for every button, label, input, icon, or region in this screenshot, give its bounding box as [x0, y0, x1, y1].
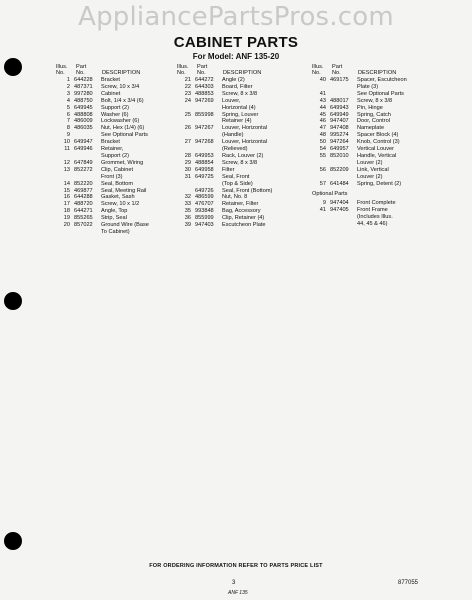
binder-hole: [4, 532, 22, 550]
illus-number: 46: [319, 118, 326, 125]
illus-number: 21: [184, 77, 191, 83]
part-number: 469175: [330, 77, 349, 83]
watermark: AppliancePartsPros.com: [78, 2, 394, 32]
ordering-footer: FOR ORDERING INFORMATION REFER TO PARTS PRICE LIST: [149, 563, 323, 569]
model-subtitle: For Model: ANF 135-20: [192, 52, 280, 61]
part-row: [312, 181, 452, 188]
part-description: Angle, Top: [101, 208, 128, 215]
part-number: 855999: [195, 215, 214, 222]
part-row: [56, 167, 176, 181]
part-number: [330, 91, 357, 98]
part-row: [56, 112, 176, 119]
part-row: [56, 139, 176, 146]
part-number: 947268: [195, 139, 214, 146]
illus-number: 5: [66, 104, 70, 111]
binder-hole: [4, 292, 22, 310]
page-number: 3: [232, 580, 236, 586]
illus-number: 57: [319, 180, 326, 187]
part-row: [312, 200, 452, 207]
illus-number: 12: [63, 159, 70, 166]
part-number: 486035: [74, 125, 93, 132]
part-number: 649725: [195, 173, 214, 180]
illus-number: 11: [64, 146, 70, 153]
part-row: [312, 105, 452, 112]
parts-column-1: [56, 64, 176, 236]
part-number: 488720: [74, 201, 93, 208]
part-row: [312, 153, 452, 167]
part-description: Filter: [222, 166, 235, 173]
part-row: [56, 201, 176, 208]
part-description: Washer (6): [101, 111, 129, 118]
illus-number: 18: [63, 208, 70, 215]
illus-number: 41: [319, 207, 326, 214]
part-row: [177, 84, 307, 91]
part-number: 488854: [195, 159, 214, 166]
part-row: [56, 125, 176, 132]
part-row: [56, 118, 176, 125]
part-number: 649949: [330, 111, 349, 118]
part-number: 852272: [74, 166, 93, 173]
illus-number: 15: [63, 187, 70, 194]
illus-number: 9: [322, 200, 326, 207]
part-row: [312, 146, 452, 153]
optional-parts-heading: Optional Parts: [312, 190, 348, 197]
part-row: [177, 77, 307, 84]
illus-number: 14: [63, 180, 70, 187]
part-number: 993848: [195, 208, 214, 215]
part-row: [177, 194, 307, 201]
illus-number: 45: [319, 111, 326, 118]
illus-number: 30: [184, 166, 191, 173]
part-description: Vertical Louver: [357, 146, 395, 153]
parts-list: [312, 77, 452, 188]
parts-column-3: [312, 64, 452, 228]
illus-number: 23: [184, 90, 191, 97]
part-description: Spring, Louver Retainer (4): [222, 111, 259, 125]
part-description: Louver, Horizontal (4): [222, 97, 256, 111]
part-description: Bracket: [101, 139, 120, 146]
part-number: 855265: [74, 215, 93, 222]
part-number: 947267: [195, 125, 214, 132]
part-description: Bolt, 1/4 x 3/4 (6): [101, 97, 144, 104]
part-description: Door, Control: [357, 118, 390, 125]
part-number: 487371: [74, 83, 93, 90]
part-description: Spring, Catch: [357, 111, 391, 118]
part-row: [312, 77, 452, 91]
illus-number: 9: [66, 132, 70, 139]
illus-number: 44: [319, 104, 326, 111]
part-row: [56, 132, 176, 139]
illus-number: 33: [184, 201, 191, 208]
column-header: Illus. No. Part No. DESCRIPTION: [177, 64, 262, 76]
illus-number: 16: [63, 194, 70, 201]
part-row: [177, 174, 307, 188]
part-description: Handle, Vertical Louver (2): [357, 152, 397, 166]
part-description: Link, Vertical Louver (2): [357, 166, 389, 180]
illus-number: 25: [184, 111, 191, 118]
illus-number: 48: [319, 132, 326, 139]
part-description: Spacer, Escutcheon Plate (3): [357, 77, 407, 90]
part-row: [177, 125, 307, 139]
part-description: Gasket, Sash: [101, 194, 135, 201]
part-number: 852220: [74, 180, 93, 187]
illus-number: 26: [184, 125, 191, 132]
part-description: Rack, Louver (2): [222, 152, 264, 159]
part-description: Retainer, Support (2): [101, 146, 129, 159]
illus-number: 54: [319, 146, 326, 153]
part-number: 947407: [330, 118, 349, 125]
part-number: [74, 132, 101, 139]
part-row: [56, 91, 176, 98]
illus-number: 29: [184, 159, 191, 166]
part-number: 476707: [195, 201, 214, 208]
part-row: [312, 112, 452, 119]
parts-list: [177, 77, 307, 229]
part-row: [56, 105, 176, 112]
part-row: [177, 153, 307, 160]
part-row: [177, 98, 307, 112]
part-row: [177, 112, 307, 126]
part-row: [312, 132, 452, 139]
part-number: 852209: [330, 166, 349, 173]
part-number: 857022: [74, 222, 93, 229]
illus-number: 28: [184, 152, 191, 159]
part-description: Front Frame (Includes Illus. 44, 45 & 46): [357, 207, 393, 228]
part-description: Lockwasher (6): [101, 118, 140, 125]
part-number: 486009: [74, 118, 93, 125]
part-description: Retainer, Filter: [222, 201, 259, 208]
part-description: Bracket: [101, 77, 120, 83]
part-description: See Optional Parts: [101, 132, 148, 139]
illus-number: 17: [63, 201, 70, 208]
column-header: Illus. No. Part No. DESCRIPTION: [312, 64, 397, 76]
illus-number: 4: [66, 97, 70, 104]
part-description: Screw, 8 x 3/8: [222, 159, 258, 166]
part-description: Screw, 8 x 3/8: [357, 97, 393, 104]
part-row: [177, 215, 307, 222]
part-description: Seal, Front (Bottom): [222, 187, 273, 194]
part-number: 649946: [74, 146, 93, 153]
part-row: [312, 91, 452, 98]
page-title: CABINET PARTS: [173, 34, 299, 51]
part-row: [56, 215, 176, 222]
part-description: Ground Wire (Base To Cabinet): [101, 222, 149, 235]
part-row: [56, 181, 176, 188]
illus-number: [177, 188, 195, 195]
part-row: [56, 146, 176, 160]
part-number: 995274: [330, 132, 349, 139]
illus-number: 10: [63, 139, 70, 146]
part-description: Knob, Control (3): [357, 139, 400, 146]
part-description: Nut, Hex (1/4) (6): [101, 125, 145, 132]
part-row: [312, 118, 452, 125]
part-description: Seal, Meeting Rail: [101, 187, 147, 194]
part-row: [56, 208, 176, 215]
part-row: [312, 207, 452, 228]
part-description: See Optional Parts: [357, 90, 404, 97]
part-number: 488853: [195, 90, 214, 97]
illus-number: 41: [319, 90, 326, 97]
part-description: Front Complete: [357, 200, 396, 207]
part-row: [312, 167, 452, 181]
illus-number: 31: [184, 173, 191, 180]
part-row: [56, 77, 176, 84]
optional-parts-list: [312, 200, 452, 228]
illus-number: 7: [66, 118, 70, 125]
part-number: 947404: [330, 200, 349, 207]
part-description: Screw, 10 x 3/4: [101, 83, 140, 90]
part-number: 997280: [74, 90, 93, 97]
part-description: Louver, Horizontal (Handle): [222, 125, 268, 139]
part-description: Nameplate: [357, 125, 385, 132]
part-number: 947405: [330, 207, 349, 214]
illus-number: 19: [63, 215, 70, 222]
part-description: Seal, Bottom: [101, 180, 134, 187]
part-description: Louver, Horizontal (Relieved): [222, 139, 268, 153]
part-row: [56, 84, 176, 91]
part-row: [312, 98, 452, 105]
part-number: 469877: [74, 187, 93, 194]
illus-number: 3: [66, 90, 70, 97]
part-description: Screw, 10 x 1/2: [101, 201, 140, 208]
part-number: 947269: [195, 97, 214, 104]
part-number: 488808: [74, 111, 93, 118]
part-number: 644288: [74, 194, 93, 201]
illus-number: 36: [184, 215, 191, 222]
part-number: 649945: [74, 104, 93, 111]
part-description: Seal, Front (Top & Side): [222, 173, 253, 187]
part-number: 649953: [195, 152, 214, 159]
part-number: 852010: [330, 152, 349, 159]
illus-number: 40: [319, 77, 326, 83]
part-row: [56, 194, 176, 201]
illus-number: 6: [66, 111, 70, 118]
part-number: 947408: [330, 125, 349, 132]
part-description: Cabinet: [101, 90, 121, 97]
part-row: [177, 91, 307, 98]
part-description: Nut, No. 8: [222, 194, 248, 201]
part-number: 488750: [74, 97, 93, 104]
part-description: Board, Filter: [222, 83, 253, 90]
part-description: Escutcheon Plate: [222, 222, 266, 229]
illus-number: 35: [184, 208, 191, 215]
column-header: Illus. No. Part No. DESCRIPTION: [56, 64, 141, 76]
illus-number: 27: [184, 139, 191, 146]
part-number: 947403: [195, 222, 214, 229]
illus-number: 32: [184, 194, 191, 201]
illus-number: 13: [63, 166, 70, 173]
part-number: 488017: [330, 97, 349, 104]
part-number: 644272: [195, 77, 214, 83]
illus-number: 56: [319, 166, 326, 173]
parts-list: [56, 77, 176, 236]
illus-number: 1: [66, 77, 70, 83]
part-description: Spacer Block (4): [357, 132, 399, 139]
part-number: 649947: [74, 139, 93, 146]
part-description: Grommet, Wiring: [101, 159, 144, 166]
part-row: [177, 201, 307, 208]
part-number: 649958: [195, 166, 214, 173]
part-description: Clip, Retainer (4): [222, 215, 265, 222]
part-row: [56, 188, 176, 195]
part-number: 644271: [74, 208, 93, 215]
part-row: [312, 139, 452, 146]
part-description: Clip, Cabinet Front (3): [101, 166, 134, 180]
part-description: Angle (2): [222, 77, 245, 83]
illus-number: 8: [66, 125, 70, 132]
part-row: [56, 160, 176, 167]
part-description: Bag, Accessory: [222, 208, 261, 215]
part-description: Support (2): [101, 104, 129, 111]
part-row: [177, 139, 307, 153]
illus-number: 55: [319, 152, 326, 159]
illus-number: 2: [66, 83, 70, 90]
part-row: [177, 167, 307, 174]
part-row: [177, 160, 307, 167]
part-number: 644228: [74, 77, 93, 83]
part-number: 855998: [195, 111, 214, 118]
part-row: [56, 98, 176, 105]
illus-number: 43: [319, 97, 326, 104]
part-row: [312, 125, 452, 132]
part-number: 947264: [330, 139, 349, 146]
parts-column-2: [177, 64, 307, 229]
part-number: 649726: [195, 187, 214, 194]
part-description: Screw, 8 x 3/8: [222, 90, 258, 97]
part-number: 644303: [195, 83, 214, 90]
part-description: Spring, Detent (2): [357, 180, 402, 187]
illus-number: 39: [184, 222, 191, 229]
part-number: 641484: [330, 180, 349, 187]
part-number: 647849: [74, 159, 93, 166]
illus-number: 50: [319, 139, 326, 146]
illus-number: 22: [184, 83, 191, 90]
part-row: [177, 188, 307, 195]
part-row: [177, 208, 307, 215]
illus-number: 24: [184, 97, 191, 104]
illus-number: 47: [319, 125, 326, 132]
part-row: [177, 222, 307, 229]
illus-number: 20: [63, 222, 70, 229]
signature-mark: ANF 135: [228, 590, 248, 596]
part-description: Pin, Hinge: [357, 104, 383, 111]
part-row: [56, 222, 176, 236]
part-description: Strip, Seal: [101, 215, 127, 222]
part-number: 649943: [330, 104, 349, 111]
part-number: 486599: [195, 194, 214, 201]
document-number: 877055: [398, 580, 419, 586]
part-number: 649957: [330, 146, 349, 153]
